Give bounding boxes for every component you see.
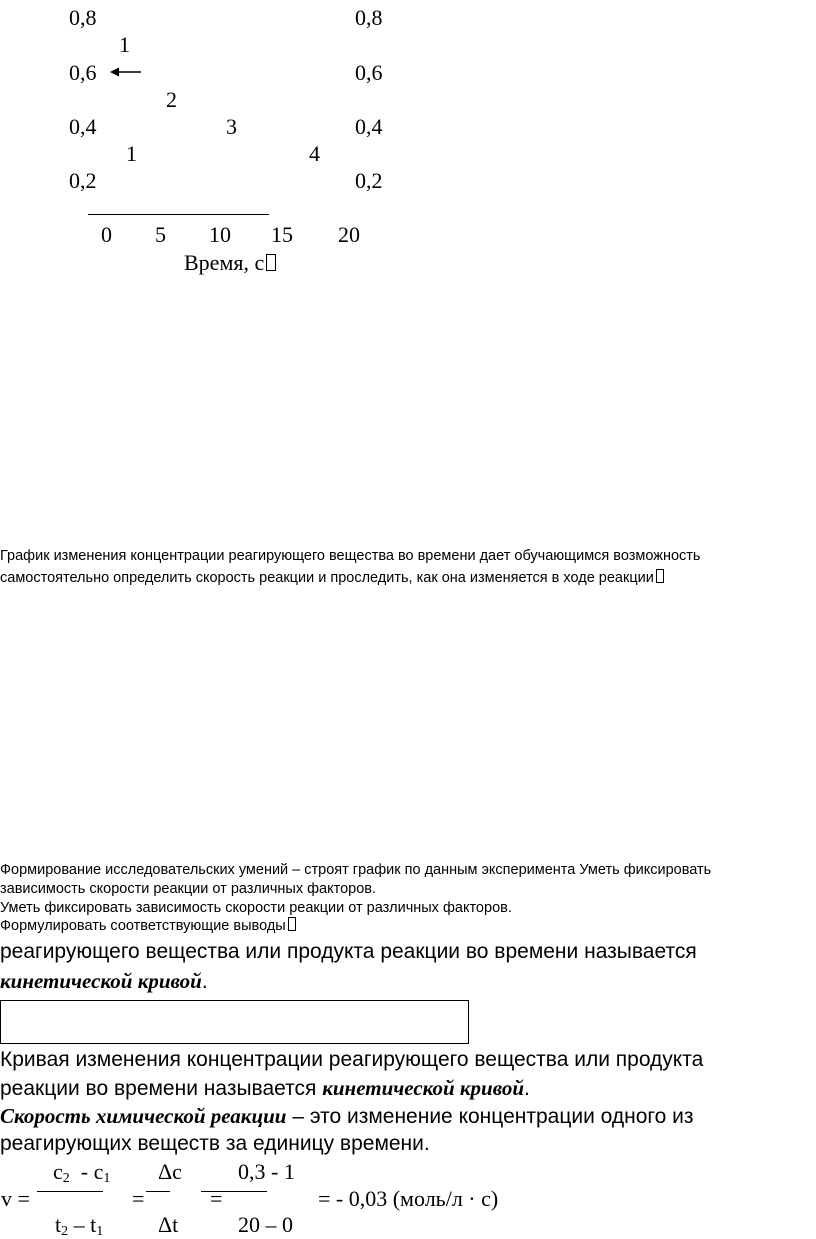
skills-line-3: Уметь фиксировать зависимость скорости реакции от различных факторов.	[0, 900, 512, 916]
formula-equals-2: =	[132, 1186, 145, 1211]
formula-result: = - 0,03 (моль/л · с)	[318, 1186, 499, 1211]
y-right-label-0.2: 0,2	[355, 168, 383, 193]
y-right-label-0.4: 0,4	[355, 114, 383, 139]
formula-denominator-2: Δt	[158, 1212, 179, 1237]
x-tick-0: 0	[101, 222, 112, 247]
formula-denominator-1: $t_2 - t_1$	[55, 1212, 104, 1239]
formula-numerator-2: Δc	[158, 1159, 182, 1184]
x-tick-10: 10	[209, 222, 231, 247]
x-tick-20: 20	[338, 222, 360, 247]
empty-text-box	[0, 1000, 469, 1044]
formula-v-label: v =	[1, 1186, 30, 1211]
fragment-line-1: реагирующего вещества или продукта реакции во времени называется	[0, 940, 697, 963]
definition-2-line-1: Скорость химической реакции – это изменение концентрации одного из	[0, 1104, 694, 1128]
definition-1-line-1: Кривая изменения концентрации реагирующего вещества или продукта	[0, 1048, 704, 1071]
skills-line-4: Формулировать соответствующие выводы	[0, 917, 296, 936]
formula-denominator-3: 20 – 0	[238, 1212, 293, 1237]
definition-1-line-2: реакции во времени называется кинетической кривой.	[0, 1076, 530, 1100]
curve-label-3: 3	[226, 114, 237, 139]
skills-line-1: Формирование исследовательских умений – строят график по данным эксперимента Уметь фиксировать	[0, 862, 712, 878]
graph-note-line-2: самостоятельно определить скорость реакции и проследить, как она изменяется в ходе реакции	[0, 569, 664, 588]
curve-label-2: 2	[166, 87, 177, 112]
x-tick-5: 5	[155, 222, 166, 247]
skills-line-2: зависимость скорости реакции от различных факторов.	[0, 881, 377, 897]
y-right-label-0.6: 0,6	[355, 60, 383, 85]
y-right-label-0.8: 0,8	[355, 5, 383, 30]
missing-glyph-box	[288, 917, 296, 931]
formula-equals-3: =	[210, 1186, 223, 1211]
missing-glyph-box	[656, 569, 664, 583]
fraction-bar-2	[146, 1191, 170, 1192]
y-left-label-0.8: 0,8	[69, 5, 97, 30]
curve-label-1-top: 1	[119, 32, 130, 57]
fraction-bar-1	[37, 1191, 103, 1192]
formula-numerator-1: $c_2 - c_1$	[53, 1159, 111, 1186]
curve-label-1-bottom: 1	[126, 141, 137, 166]
formula-numerator-3: 0,3 - 1	[238, 1159, 295, 1184]
x-tick-15: 15	[271, 222, 293, 247]
x-axis-label: Время, с	[184, 251, 276, 275]
x-axis-line	[88, 214, 269, 215]
fragment-line-2: кинетической кривой.	[0, 969, 208, 993]
fraction-bar-3	[201, 1191, 267, 1192]
graph-note-line-1: График изменения концентрации реагирующего вещества во времени дает обучающимся возможность	[0, 548, 701, 564]
definition-2-line-2: реагирующих веществ за единицу времени.	[0, 1132, 430, 1155]
y-left-label-0.4: 0,4	[69, 114, 97, 139]
y-left-label-0.2: 0,2	[69, 168, 97, 193]
y-left-label-0.6: 0,6	[69, 60, 97, 85]
curve-label-4: 4	[309, 141, 320, 166]
missing-glyph-box	[266, 254, 276, 271]
left-arrow-icon	[110, 64, 142, 80]
